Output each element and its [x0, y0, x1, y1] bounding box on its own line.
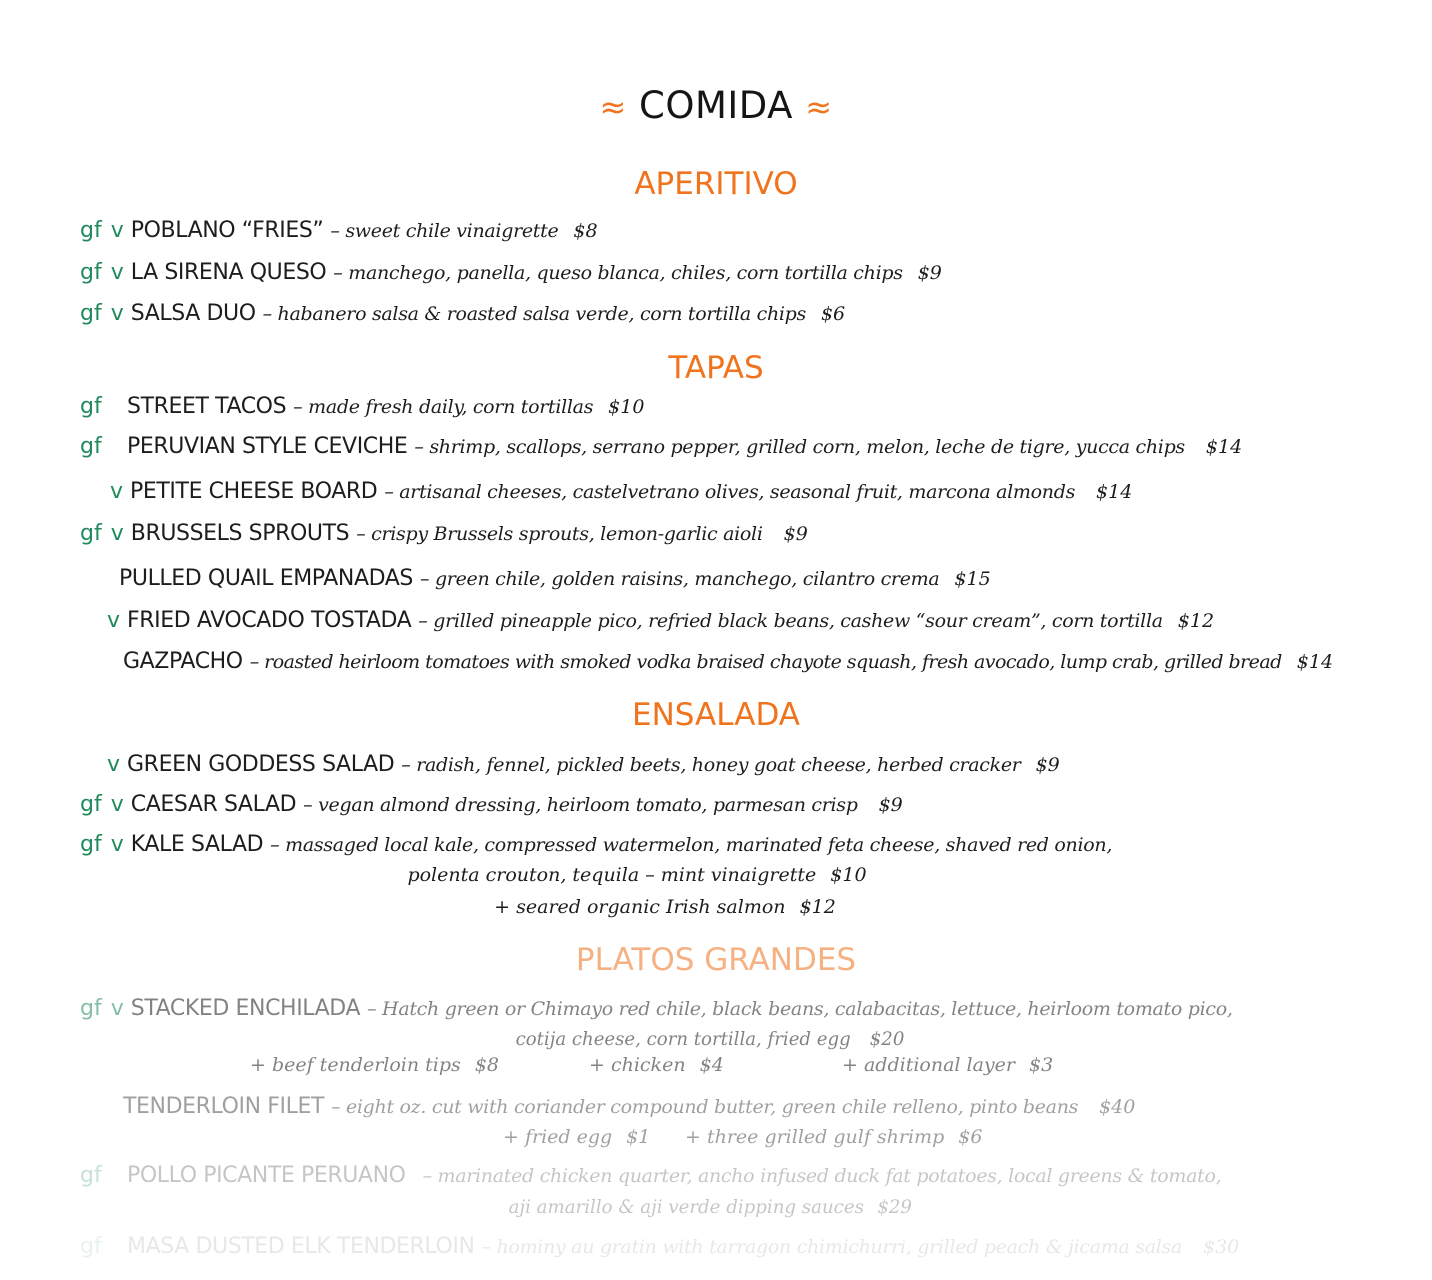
- menu-item-petite-cheese-board: [110, 478, 1132, 506]
- v-tag: v: [110, 521, 124, 546]
- item-description: – crispy Brussels sprouts, lemon-garlic aioli: [356, 523, 763, 545]
- item-price: $14: [1205, 436, 1243, 458]
- kale-salad-continued: [0, 862, 1274, 888]
- menu-item-pulled-quail-empanadas: [119, 565, 991, 593]
- dietary-tags: [80, 259, 124, 287]
- item-name: POLLO PICANTE PERUANO: [127, 1163, 406, 1188]
- item-name: PETITE CHEESE BOARD: [130, 479, 378, 504]
- item-price: $15: [954, 568, 991, 590]
- v-tag: v: [110, 218, 124, 243]
- item-price: $12: [1177, 610, 1215, 632]
- gf-tag: gf: [80, 260, 102, 285]
- filet-add-on-shrimp: [685, 1124, 982, 1150]
- dietary-tags: [80, 1162, 120, 1190]
- item-price: $9: [878, 794, 903, 816]
- stacked-enchilada-continued: [0, 1026, 1420, 1052]
- gf-tag: gf: [80, 1234, 102, 1259]
- item-description: – made fresh daily, corn tortillas: [293, 396, 594, 418]
- menu-item-poblano-fries: [80, 217, 598, 245]
- section-platos-grandes: PLATOS GRANDES: [575, 942, 857, 978]
- item-description: polenta crouton, tequila – mint vinaigrette: [407, 864, 817, 886]
- menu-item-peruvian-ceviche: [80, 433, 1242, 461]
- dietary-tags: [80, 217, 124, 245]
- v-tag: v: [107, 752, 121, 777]
- dietary-tags: [80, 1233, 120, 1261]
- menu-title: [0, 84, 1432, 127]
- menu-item-masa-dusted-elk: [80, 1233, 1239, 1261]
- enchilada-add-on-layer: [842, 1052, 1053, 1078]
- item-price: $29: [877, 1196, 912, 1218]
- dietary-tags: [80, 300, 124, 328]
- item-description: – massaged local kale, compressed watermelon, marinated feta cheese, shaved red onion,: [270, 834, 1113, 856]
- menu-item-salsa-duo: [80, 300, 845, 328]
- item-price: $40: [1099, 1096, 1136, 1118]
- item-name: GAZPACHO: [123, 649, 243, 674]
- menu-item-brussels-sprouts: [80, 520, 808, 548]
- add-on-price: $3: [1029, 1054, 1054, 1076]
- item-price: $9: [1035, 754, 1060, 776]
- pollo-picante-continued: [0, 1194, 1421, 1220]
- v-tag: v: [110, 996, 124, 1021]
- item-description: – habanero salsa & roasted salsa verde, corn tortilla chips: [262, 303, 806, 325]
- item-name: PULLED QUAIL EMPANADAS: [119, 566, 413, 591]
- dietary-tags: [80, 831, 124, 859]
- item-name: TENDERLOIN FILET: [123, 1094, 324, 1119]
- item-name: CAESAR SALAD: [130, 792, 297, 817]
- item-price: $9: [783, 523, 808, 545]
- gf-tag: gf: [80, 996, 102, 1021]
- item-description: – grilled pineapple pico, refried black beans, cashew “sour cream”, corn tortilla: [418, 610, 1163, 632]
- dietary-tags: [80, 520, 124, 548]
- item-description: – hominy au gratin with tarragon chimichurri, grilled peach & jicama salsa: [481, 1236, 1182, 1258]
- add-on-description: + chicken: [589, 1054, 686, 1076]
- item-price: $6: [820, 303, 846, 325]
- item-name: POBLANO “FRIES”: [130, 218, 324, 243]
- add-on-price: $12: [799, 896, 836, 918]
- item-price: $30: [1203, 1236, 1240, 1258]
- item-name: FRIED AVOCADO TOSTADA: [127, 608, 412, 633]
- filet-add-on-egg: [503, 1124, 650, 1150]
- item-name: STACKED ENCHILADA: [130, 996, 361, 1021]
- item-description: aji amarillo & aji verde dipping sauces: [508, 1196, 864, 1218]
- item-name: MASA DUSTED ELK TENDERLOIN: [127, 1234, 475, 1259]
- item-description: – artisanal cheeses, castelvetrano olives, seasonal fruit, marcona almonds: [384, 481, 1076, 503]
- dietary-tags: [80, 393, 120, 421]
- gf-tag: gf: [80, 301, 102, 326]
- add-on-price: $8: [474, 1054, 500, 1076]
- title-text: COMIDA: [639, 84, 793, 127]
- item-description: – eight oz. cut with coriander compound butter, green chile relleno, pinto beans: [331, 1096, 1079, 1118]
- title-wave-left: ≈: [599, 88, 627, 126]
- enchilada-add-on-chicken: [589, 1052, 724, 1078]
- item-description: cotija cheese, corn tortilla, fried egg: [515, 1028, 851, 1050]
- item-price: $9: [917, 262, 942, 284]
- item-description: – radish, fennel, pickled beets, honey goat cheese, herbed cracker: [401, 754, 1021, 776]
- item-price: $20: [869, 1028, 905, 1050]
- item-description: – shrimp, scallops, serrano pepper, grilled corn, melon, leche de tigre, yucca chips: [414, 436, 1185, 458]
- item-price: $10: [608, 396, 645, 418]
- menu-item-tenderloin-filet: [123, 1093, 1135, 1121]
- menu-item-pollo-picante-peruano: [80, 1162, 1221, 1190]
- add-on-price: $4: [699, 1054, 724, 1076]
- section-aperitivo: APERITIVO: [634, 166, 798, 202]
- item-description: – roasted heirloom tomatoes with smoked vodka braised chayote squash, fresh avocado, lump crab, grilled bread: [249, 651, 1282, 673]
- add-on-description: + additional layer: [842, 1054, 1015, 1076]
- add-on-description: + fried egg: [503, 1126, 613, 1148]
- dietary-tags: [80, 433, 120, 461]
- gf-tag: gf: [80, 394, 102, 419]
- item-description: – marinated chicken quarter, ancho infused duck fat potatoes, local greens & tomato,: [422, 1165, 1222, 1187]
- gf-tag: gf: [80, 218, 102, 243]
- v-tag: v: [110, 260, 124, 285]
- menu-item-gazpacho: [123, 648, 1333, 676]
- add-on-description: + seared organic Irish salmon: [494, 896, 786, 918]
- item-description: – vegan almond dressing, heirloom tomato, parmesan crisp: [303, 794, 858, 816]
- item-name: BRUSSELS SPROUTS: [130, 521, 350, 546]
- item-description: – green chile, golden raisins, manchego, cilantro crema: [420, 568, 940, 590]
- item-name: GREEN GODDESS SALAD: [127, 752, 395, 777]
- section-tapas: TAPAS: [668, 350, 764, 386]
- menu-item-street-tacos: [80, 393, 644, 421]
- v-tag: v: [110, 301, 124, 326]
- dietary-tags: [80, 791, 124, 819]
- gf-tag: gf: [80, 792, 102, 817]
- enchilada-add-on-beef: [250, 1052, 499, 1078]
- gf-tag: gf: [80, 832, 102, 857]
- v-tag: v: [107, 608, 121, 633]
- item-description: – manchego, panella, queso blanca, chiles, corn tortilla chips: [333, 262, 903, 284]
- item-name: SALSA DUO: [130, 301, 256, 326]
- item-name: STREET TACOS: [127, 394, 287, 419]
- item-price: $14: [1296, 651, 1334, 673]
- v-tag: v: [110, 792, 124, 817]
- item-price: $8: [573, 220, 598, 242]
- gf-tag: gf: [80, 521, 102, 546]
- item-name: KALE SALAD: [130, 832, 264, 857]
- menu-item-caesar-salad: [80, 791, 903, 819]
- add-on-description: + three grilled gulf shrimp: [685, 1126, 945, 1148]
- add-on-description: + beef tenderloin tips: [250, 1054, 461, 1076]
- dietary-tags: [80, 995, 124, 1023]
- item-name: LA SIRENA QUESO: [130, 260, 327, 285]
- gf-tag: gf: [80, 1163, 102, 1188]
- title-wave-right: ≈: [805, 88, 833, 126]
- item-name: PERUVIAN STYLE CEVICHE: [127, 434, 408, 459]
- menu-item-stacked-enchilada: [80, 995, 1233, 1023]
- gf-tag: gf: [80, 434, 102, 459]
- dietary-tags: [107, 607, 120, 635]
- dietary-tags: [107, 751, 120, 779]
- menu-item-kale-salad: [80, 831, 1112, 859]
- item-price: $10: [830, 864, 867, 886]
- menu-item-fried-avocado-tostada: [107, 607, 1214, 635]
- v-tag: v: [110, 479, 124, 504]
- kale-salad-add-on: [0, 894, 1330, 920]
- item-description: – Hatch green or Chimayo red chile, black beans, calabacitas, lettuce, heirloom tomato pico,: [367, 998, 1233, 1020]
- menu-item-la-sirena-queso: [80, 259, 942, 287]
- section-ensalada: ENSALADA: [632, 697, 800, 733]
- item-price: $14: [1096, 481, 1133, 503]
- v-tag: v: [110, 832, 124, 857]
- item-description: – sweet chile vinaigrette: [330, 220, 559, 242]
- add-on-price: $6: [958, 1126, 983, 1148]
- add-on-price: $1: [626, 1126, 651, 1148]
- menu-item-green-goddess-salad: [107, 751, 1060, 779]
- dietary-tags: [110, 478, 123, 506]
